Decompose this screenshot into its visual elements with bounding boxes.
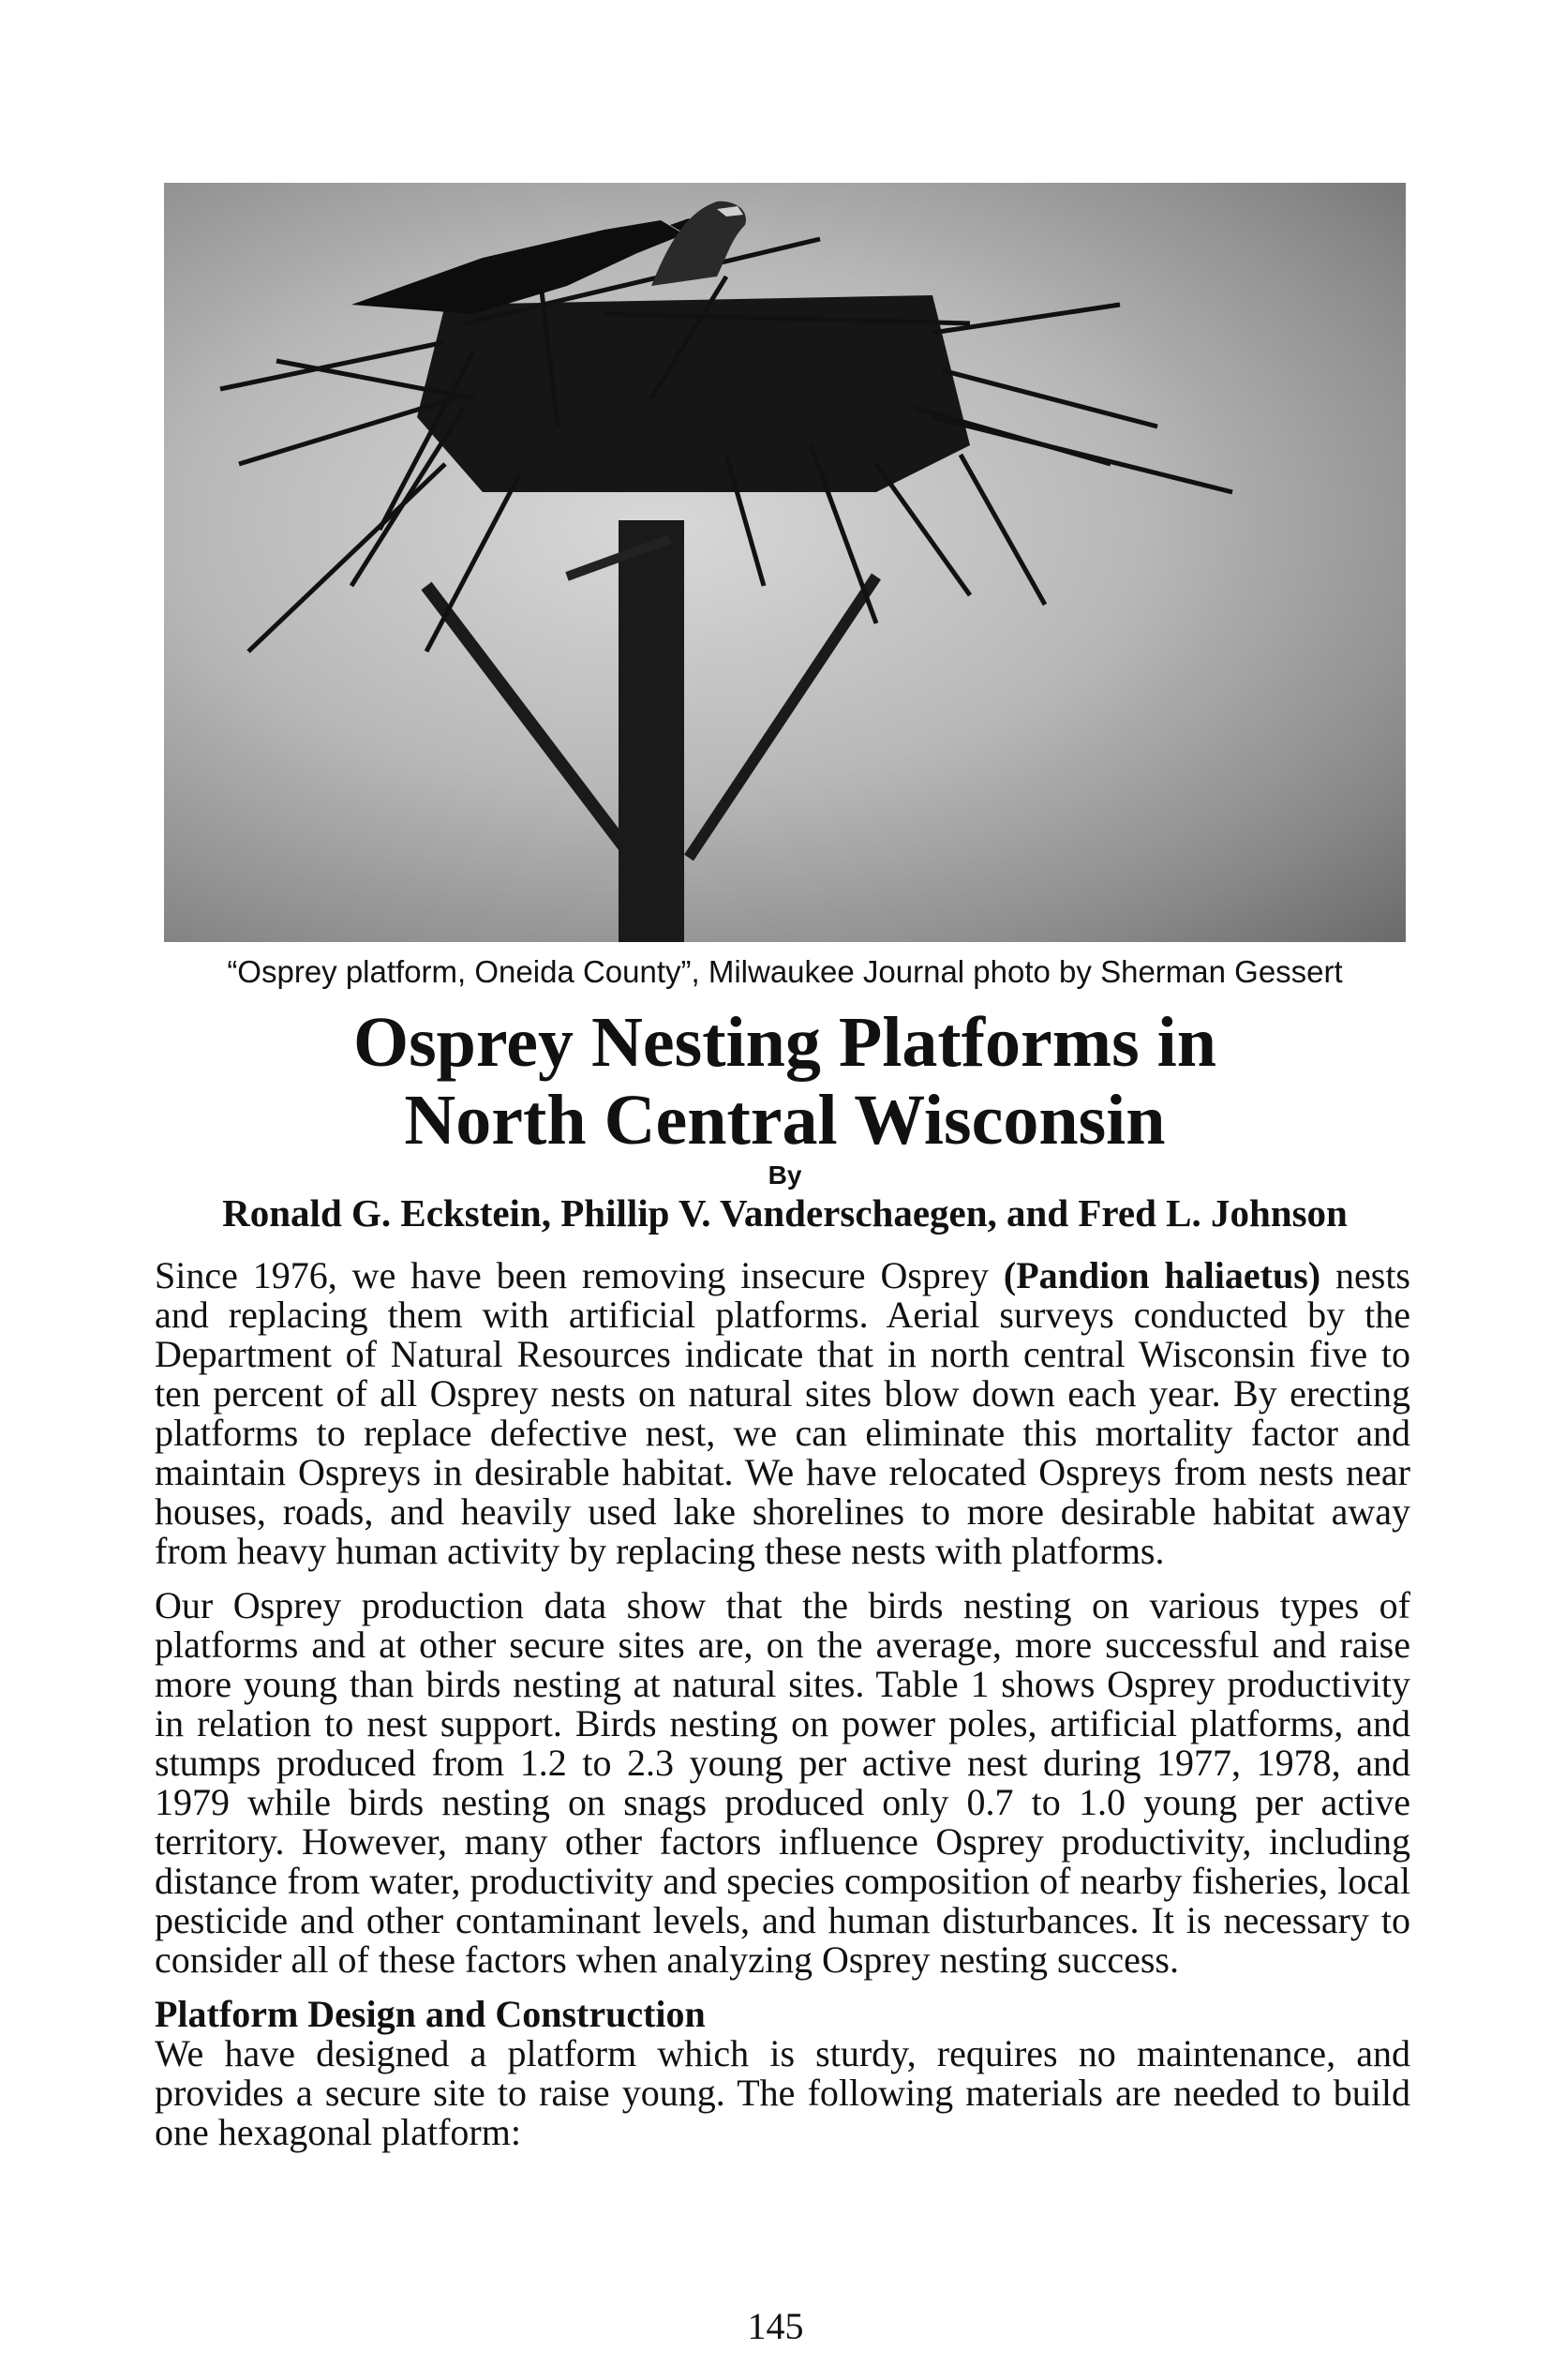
nest-body xyxy=(417,295,970,492)
article-title-line-2: North Central Wisconsin xyxy=(404,1081,1166,1160)
osprey-nest-photo xyxy=(164,183,1406,942)
pole xyxy=(619,520,684,942)
byline-authors: Ronald G. Eckstein, Phillip V. Vanderschaegen, and Fred L. Johnson xyxy=(222,1191,1348,1235)
byline-by: By xyxy=(768,1160,802,1190)
photo-caption: “Osprey platform, Oneida County”, Milwaukee Journal photo by Sherman Gessert xyxy=(227,954,1343,989)
paragraph-1-text-a: Since 1976, we have been removing insecure Osprey xyxy=(155,1254,1004,1296)
brace-right xyxy=(689,576,876,858)
brace-left xyxy=(426,586,633,858)
paragraph-1 xyxy=(155,1256,1410,1571)
article-body xyxy=(155,1256,1410,2167)
osprey-left xyxy=(351,220,684,314)
osprey-nest-illustration xyxy=(164,183,1406,942)
section-heading: Platform Design and Construction xyxy=(155,1993,706,2035)
scientific-name: (Pandion haliaetus) xyxy=(1003,1254,1321,1296)
paragraph-1-text-b: nests and replacing them with artificial platforms. Aerial surveys conducted by the Department of Natural Resources indicate that in north central Wisconsin five to ten percent of all Osprey nests on natural sites blow down each year. By erecting platforms to replace defective nest, we can eliminate this mortality factor and maintain Ospreys in desirable habitat. We have relocated Ospreys from nests near houses, roads, and heavily used lake shorelines to more desirable habitat away from heavy human activity by replacing these nests with platforms. xyxy=(155,1254,1411,1572)
article-title-line-1: Osprey Nesting Platforms in xyxy=(352,1003,1217,1082)
paragraph-2: Our Osprey production data show that the birds nesting on various types of platforms and at other secure sites are, on the average, more successful and raise more young than birds nesting at natural sites. Table 1 shows Osprey productivity in relation to nest support. Birds nesting on power poles, artificial platforms, and stumps produced from 1.2 to 2.3 young per active nest during 1977, 1978, and 1979 while birds nesting on snags produced only 0.7 to 1.0 young per active territory. However, many other factors influence Osprey productivity, including distance from water, productivity and species composition of nearby fisheries, local pesticide and other contaminant levels, and human disturbances. It is necessary to consider all of these factors when analyzing Osprey nesting success. xyxy=(155,1584,1410,1981)
page-number: 145 xyxy=(747,2305,804,2347)
section-paragraph: We have designed a platform which is sturdy, requires no maintenance, and provides a secure site to raise young. The following materials are needed to build one hexagonal platform: xyxy=(155,2032,1410,2153)
